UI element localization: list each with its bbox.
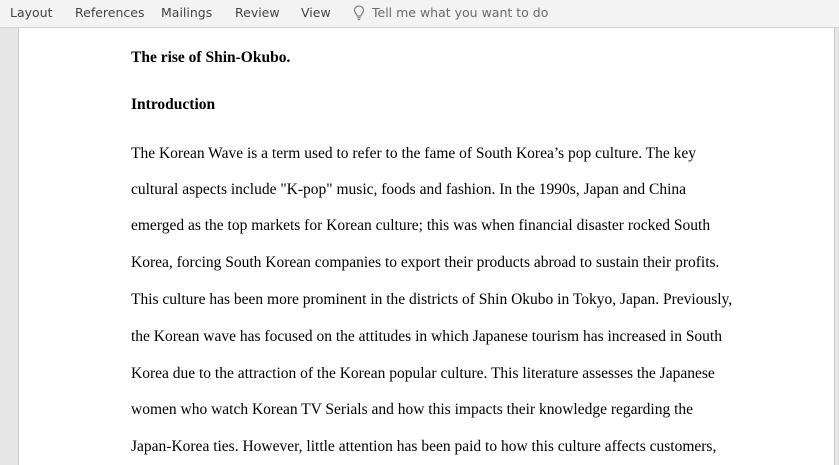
paragraph-line: women who watch Korean TV Serials and how this impacts their knowledge regarding the — [131, 401, 694, 418]
paragraph-line: emerged as the top markets for Korean culture; this was when financial disaster rocked South — [131, 217, 711, 234]
paragraph-line: Japan-Korea ties. However, little attention has been paid to how this culture affects customers, — [131, 438, 717, 455]
tell-me-placeholder: Tell me what you want to do — [372, 5, 549, 20]
paragraph-line: the Korean wave has focused on the attitudes in which Japanese tourism has increased in South — [131, 328, 722, 345]
paragraph-line: Korea due to the attraction of the Korean popular culture. This literature assesses the Japanese — [131, 365, 715, 382]
section-heading: Introduction — [131, 96, 216, 113]
document-workspace[interactable] — [0, 28, 839, 465]
paragraph-line: cultural aspects include "K-pop" music, foods and fashion. In the 1990s, Japan and China — [131, 181, 687, 198]
tab-layout[interactable]: Layout — [10, 5, 53, 20]
tab-references[interactable]: References — [75, 5, 145, 20]
paragraph-line: Korea, forcing South Korean companies to export their products abroad to sustain their profits. — [131, 254, 720, 271]
document-page[interactable] — [18, 28, 835, 465]
paragraph-line: This culture has been more prominent in the districts of Shin Okubo in Tokyo, Japan. Previously, — [131, 291, 733, 308]
tab-view[interactable]: View — [301, 5, 331, 20]
tab-review[interactable]: Review — [235, 5, 280, 20]
ribbon-tab-bar — [0, 0, 839, 28]
document-title: The rise of Shin-Okubo. — [131, 49, 291, 66]
lightbulb-icon — [353, 5, 365, 21]
paragraph-line: The Korean Wave is a term used to refer to the fame of South Korea’s pop culture. The key — [131, 145, 697, 162]
tab-mailings[interactable]: Mailings — [161, 5, 213, 20]
